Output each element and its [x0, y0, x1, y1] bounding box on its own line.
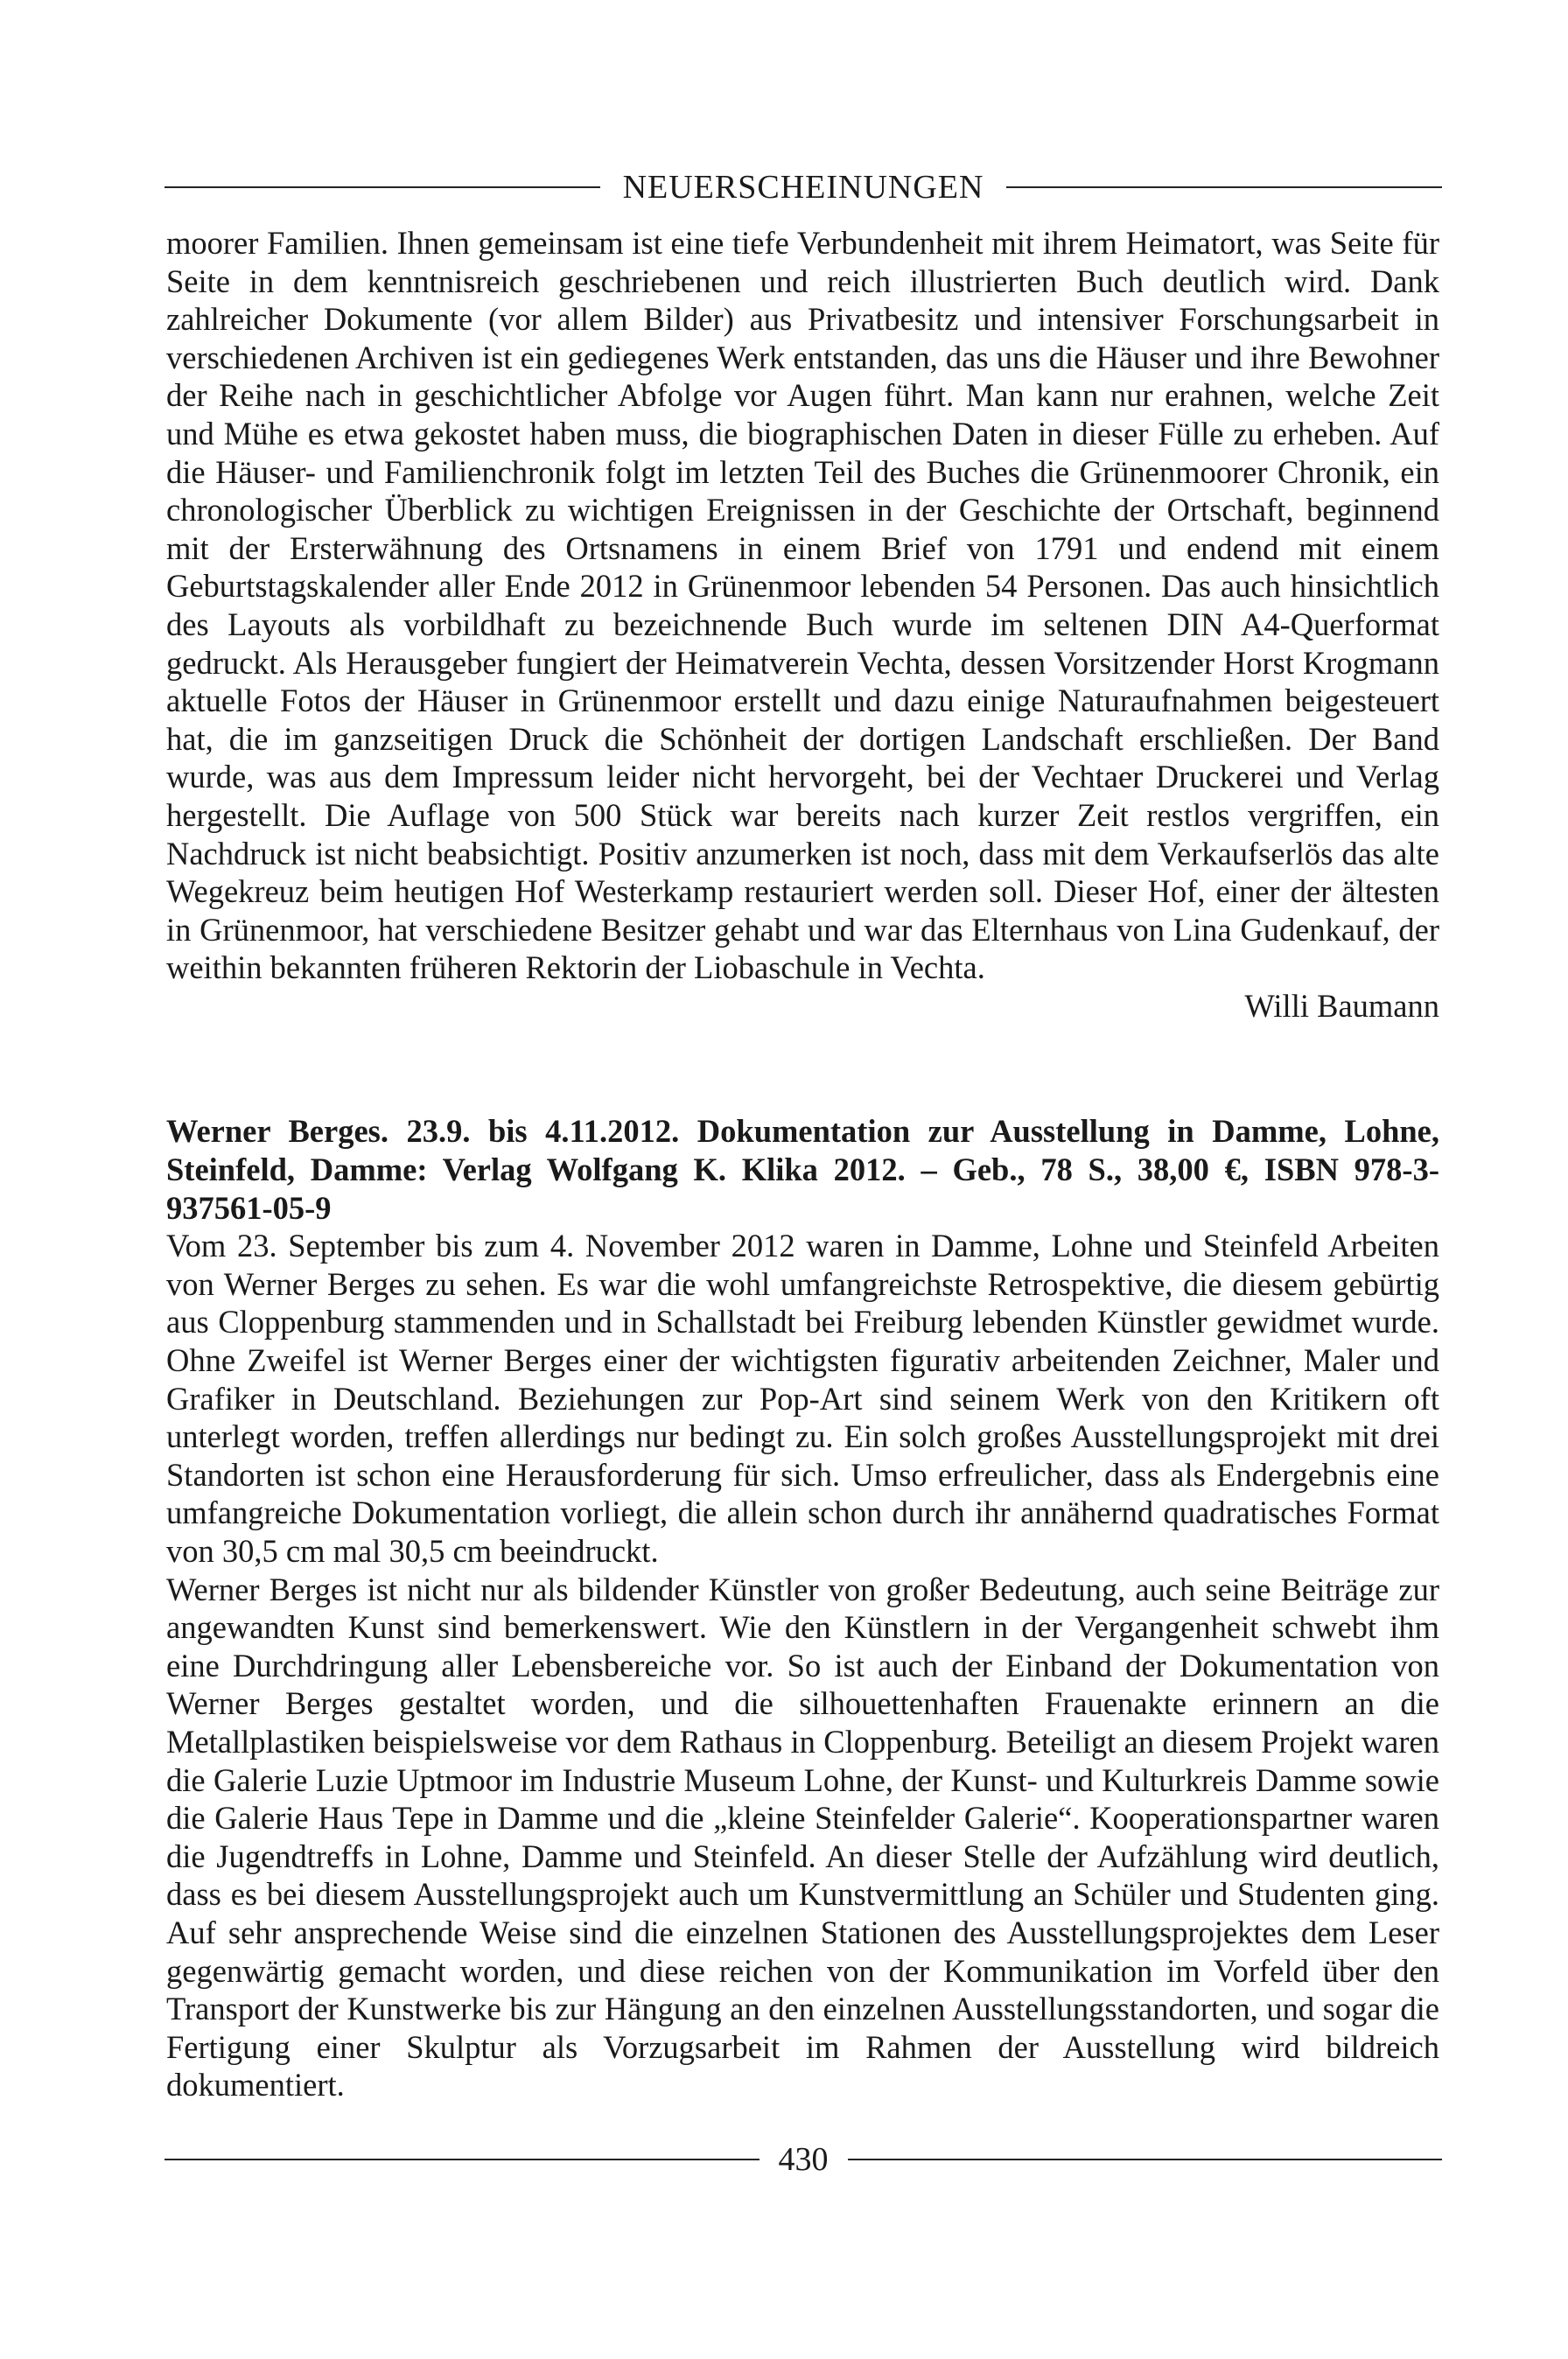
running-header	[164, 163, 1442, 212]
review-continuation-text: moorer Familien. Ihnen gemeinsam ist eine tiefe Verbundenheit mit ihrem Heimatort, was Seite für Seite in dem kenntnisreich geschriebenen und reich illustrierten Buch deutlich wird. Dank zahlreicher Dokumente (vor allem Bilder) aus Privatbesitz und intensiver Forschungsarbeit in verschiedenen Archiven ist ein gediegenes Werk entstanden, das uns die Häuser und ihre Bewohner der Reihe nach in geschichtlicher Abfolge vor Augen führt. Man kann nur erahnen, welche Zeit und Mühe es etwa gekostet haben muss, die biographischen Daten in dieser Fülle zu erheben. Auf die Häuser- und Familienchronik folgt im letzten Teil des Buches die Grünenmoorer Chronik, ein chronologischer Überblick zu wichtigen Ereignissen in der Geschichte der Ortschaft, beginnend mit der Ersterwähnung des Ortsnamens in einem Brief von 1791 und endend mit einem Geburtstagskalender aller Ende 2012 in Grünenmoor lebenden 54 Personen. Das auch hinsichtlich des Layouts als vorbildhaft zu bezeichnende Buch wurde im seltenen DIN A4-Querformat gedruckt. Als Herausgeber fungiert der Heimatverein Vechta, dessen Vorsitzender Horst Krogmann aktuelle Fotos der Häuser in Grünenmoor erstellt und dazu einige Naturaufnahmen beigesteuert hat, die im ganzseitigen Druck die Schönheit der dortigen Landschaft erschließen. Der Band wurde, was aus dem Impressum leider nicht hervorgeht, bei der Vechtaer Druckerei und Verlag hergestellt. Die Auflage von 500 Stück war bereits nach kurzer Zeit restlos vergriffen, ein Nachdruck ist nicht beabsichtigt. Positiv anzumerken ist noch, dass mit dem Verkaufserlös das alte Wegekreuz beim heutigen Hof Westerkamp restauriert werden soll. Dieser Hof, einer der ältesten in Grünenmoor, hat verschiedene Besitzer gehabt und war das Elternhaus von Lina Gudenkauf, der weithin bekannten früheren Rektorin der Liobaschule in Vechta.	[166, 225, 1439, 986]
header-rule-left	[164, 186, 600, 188]
page-footer	[164, 2135, 1442, 2184]
review-author: Willi Baumann	[1244, 987, 1439, 1024]
page-content	[166, 224, 1439, 2104]
header-rule-right	[1006, 186, 1442, 188]
book-citation-heading: Werner Berges. 23.9. bis 4.11.2012. Dokumentation zur Ausstellung in Damme, Lohne, Steinfeld, Damme: Verlag Wolfgang K. Klika 2012. – Geb., 78 S., 38,00 €, ISBN 978-3-937561-05-9	[166, 1113, 1439, 1226]
footer-rule-left	[164, 2159, 760, 2160]
review-paragraph-2: Werner Berges ist nicht nur als bildender Künstler von großer Bedeutung, auch seine Beiträge zur angewandten Kunst sind bemerkenswert. Wie den Künstlern in der Vergangenheit schwebt ihm eine Durchdringung aller Lebensbereiche vor. So ist auch der Einband der Dokumentation von Werner Berges gestaltet worden, und die silhouettenhaften Frauenakte erinnern an die Metallplastiken beispielsweise vor dem Rathaus in Cloppenburg. Beteiligt an diesem Projekt waren die Galerie Luzie Uptmoor im Industrie Museum Lohne, der Kunst- und Kulturkreis Damme sowie die Galerie Haus Tepe in Damme und die „kleine Steinfelder Galerie“. Kooperationspartner waren die Jugendtreffs in Lohne, Damme und Steinfeld. An dieser Stelle der Aufzählung wird deutlich, dass es bei diesem Ausstellungsprojekt auch um Kunstvermittlung an Schüler und Studenten ging. Auf sehr ansprechende Weise sind die einzelnen Stationen des Ausstellungsprojektes dem Leser gegenwärtig gemacht worden, und diese reichen von der Kommunikation im Vorfeld über den Transport der Kunstwerke bis zur Hängung an den einzelnen Ausstellungsstandorten, und sogar die Fertigung einer Skulptur als Vorzugsarbeit im Rahmen der Ausstellung wird bildreich dokumentiert.	[166, 1571, 1439, 2104]
section-title: NEUERSCHEINUNGEN	[622, 169, 984, 206]
page-number: 430	[778, 2141, 829, 2178]
footer-rule-right	[848, 2159, 1443, 2160]
review-paragraph-1: Vom 23. September bis zum 4. November 2012 waren in Damme, Lohne und Steinfeld Arbeiten von Werner Berges zu sehen. Es war die wohl umfangreichste Retrospektive, die diesem gebürtig aus Cloppenburg stammenden und in Schallstadt bei Freiburg lebenden Künstler gewidmet wurde. Ohne Zweifel ist Werner Berges einer der wichtigsten figurativ arbeitenden Zeichner, Maler und Grafiker in Deutschland. Beziehungen zur Pop-Art sind seinem Werk von den Kritikern oft unterlegt worden, treffen allerdings nur bedingt zu. Ein solch großes Ausstellungsprojekt mit drei Standorten ist schon eine Herausforderung für sich. Umso erfreulicher, dass als Endergebnis eine umfangreiche Dokumentation vorliegt, die allein schon durch ihr annähernd quadratisches Format von 30,5 cm mal 30,5 cm beeindruckt.	[166, 1228, 1439, 1569]
